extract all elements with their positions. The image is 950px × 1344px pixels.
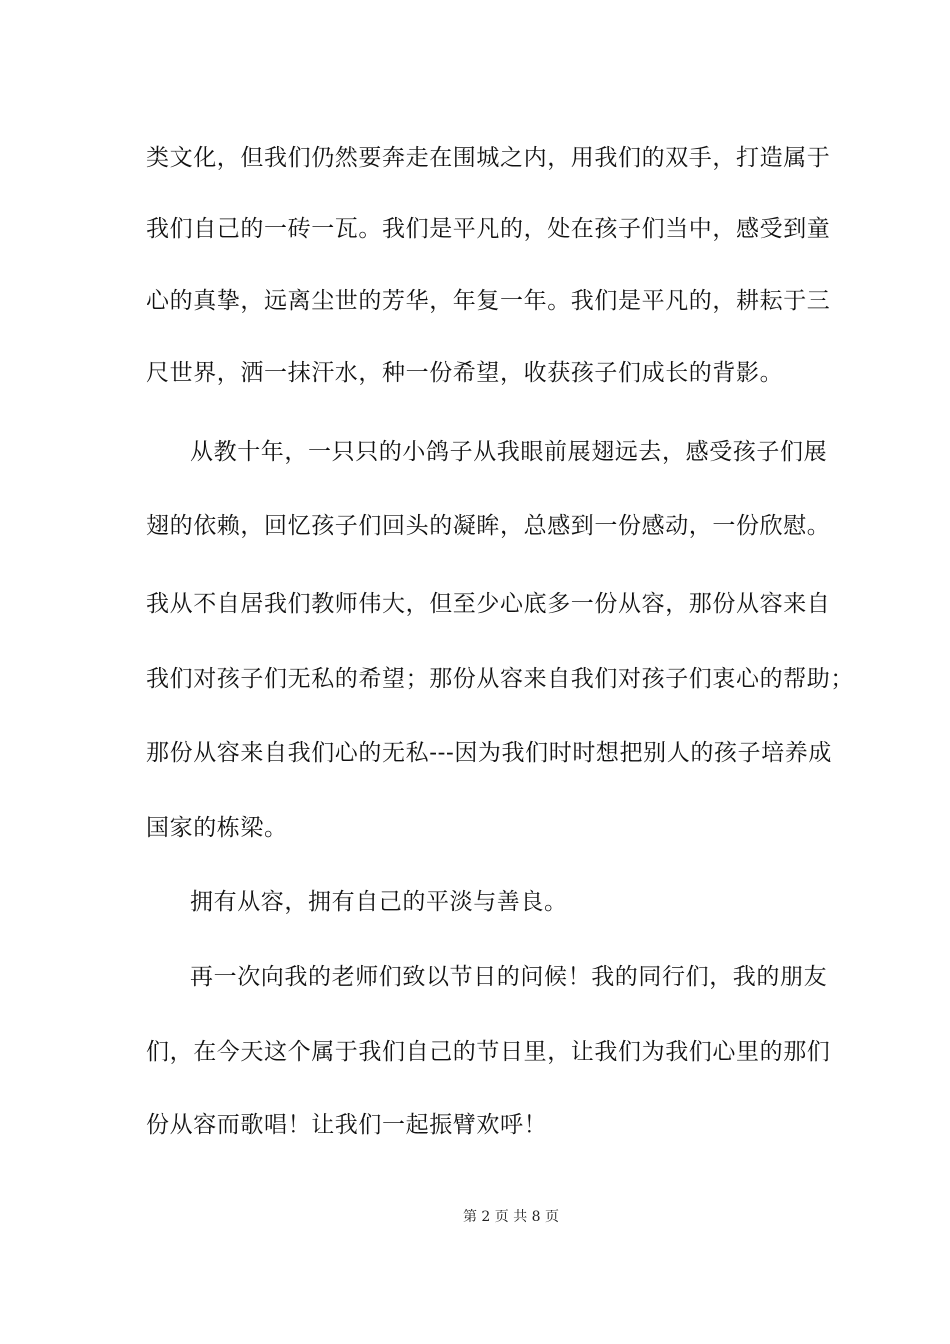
body-line: 那份从容来自我们心的无私---因为我们时时想把别人的孩子培养成 — [146, 740, 832, 766]
body-line-paragraph-start: 从教十年，一只只的小鸽子从我眼前展翅远去，感受孩子们展 — [190, 439, 828, 465]
body-line: 翅的依赖，回忆孩子们回头的凝眸，总感到一份感动，一份欣慰。 — [146, 513, 831, 539]
body-line: 我们对孩子们无私的希望；那份从容来自我们对孩子们衷心的帮助； — [146, 666, 854, 692]
body-line: 尺世界，洒一抹汗水，种一份希望，收获孩子们成长的背影。 — [146, 360, 784, 386]
body-line: 国家的栋梁。 — [146, 815, 288, 841]
body-line: 我们自己的一砖一瓦。我们是平凡的，处在孩子们当中，感受到童 — [146, 216, 831, 242]
body-line-paragraph-start: 拥有从容，拥有自己的平淡与善良。 — [190, 889, 568, 915]
body-line: 类文化，但我们仍然要奔走在围城之内，用我们的双手，打造属于 — [146, 145, 831, 171]
body-line: 心的真挚，远离尘世的芳华，年复一年。我们是平凡的，耕耘于三 — [146, 288, 831, 314]
body-line: 们，在今天这个属于我们自己的节日里，让我们为我们心里的那们 — [146, 1039, 831, 1065]
body-line: 份从容而歌唱！让我们一起振臂欢呼！ — [146, 1112, 548, 1138]
body-line-paragraph-start: 再一次向我的老师们致以节日的问候！我的同行们，我的朋友 — [190, 964, 828, 990]
page-number-footer: 第 2 页 共 8 页 — [462, 1209, 560, 1225]
body-line: 我从不自居我们教师伟大，但至少心底多一份从容，那份从容来自 — [146, 591, 831, 617]
